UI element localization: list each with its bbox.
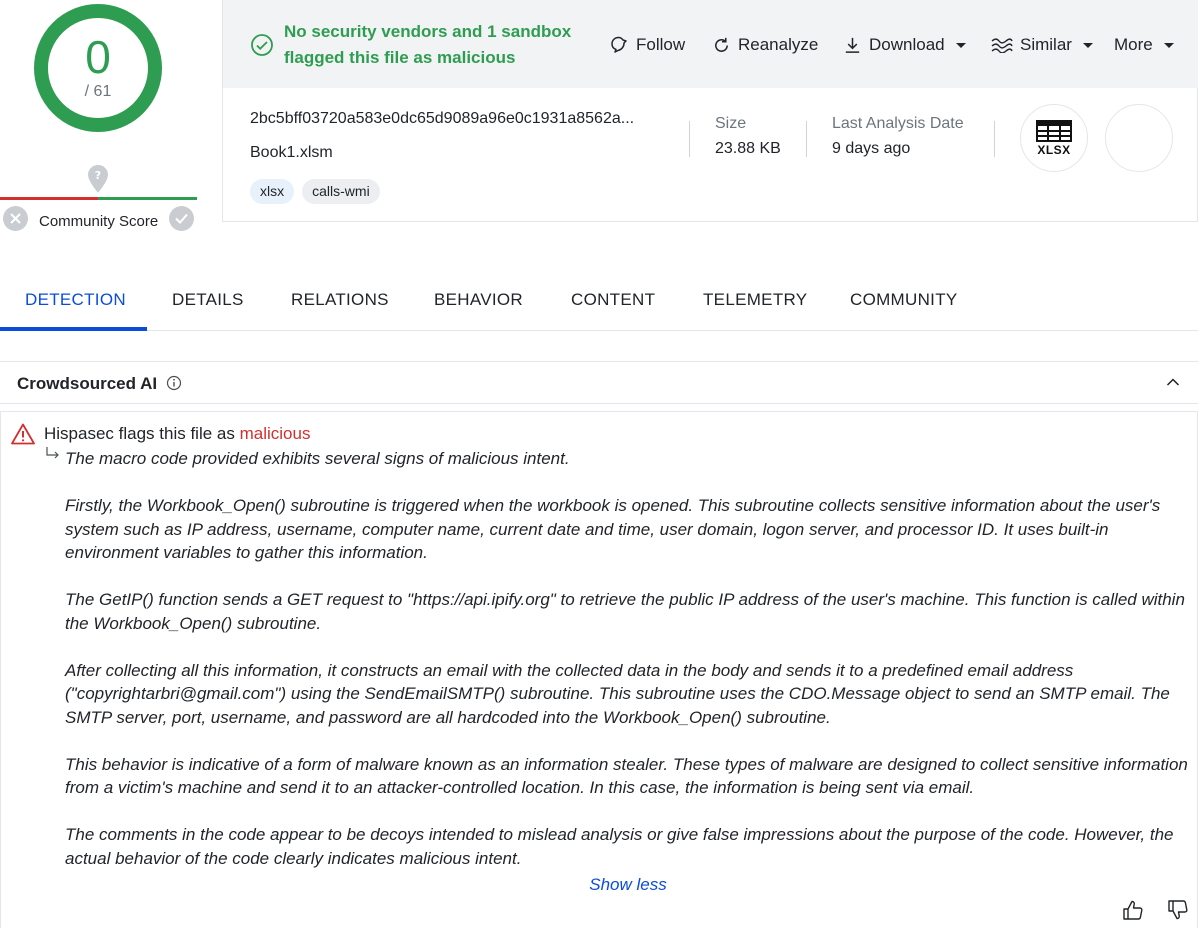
similar-button[interactable] (991, 32, 1093, 58)
community-bar-positive (98, 197, 197, 200)
file-type-badge (1020, 104, 1088, 172)
active-tab-indicator (0, 327, 147, 331)
check-icon (175, 213, 188, 224)
ai-analysis-panel (0, 411, 1198, 928)
chevron-down-icon (1164, 43, 1174, 48)
tab-telemetry[interactable]: TELEMETRY (703, 290, 808, 309)
crowdsourced-ai-header[interactable] (0, 361, 1198, 404)
follow-label: Follow (636, 35, 686, 54)
similar-icon (991, 37, 1013, 53)
verdict-bar (223, 0, 1198, 88)
tag-calls-wmi[interactable]: calls-wmi (302, 179, 380, 204)
engine-total: / 61 (84, 83, 112, 100)
follow-icon (609, 35, 629, 55)
analysis-paragraph: The comments in the code appear to be decoys intended to mislead analysis or give false impressions about the purpose of the code. However, the actual behavior of the code clearly indicates malicious intent. (65, 825, 1174, 868)
tag-list (250, 179, 380, 204)
analysis-paragraph: After collecting all this information, it constructs an email with the collected data in the body and sends it to a predefined email address ("copyrightarbri@gmail.com") using the SendEmailSMTP() subroutine. This subroutine uses the CDO.Message object to send an SMTP email. The SMTP server, port, username, and password are all hardcoded into the Workbook_Open() subroutine. (65, 660, 1170, 727)
last-analysis-label: Last Analysis Date (832, 115, 964, 132)
divider (806, 121, 807, 157)
tab-content[interactable]: CONTENT (571, 290, 656, 309)
community-bar-negative (0, 197, 98, 200)
divider (689, 121, 690, 157)
flag-prefix: Hispasec flags this file as (44, 424, 235, 443)
download-button[interactable] (843, 32, 966, 58)
file-name: Book1.xlsm (250, 144, 333, 161)
community-score-label: Community Score (39, 213, 159, 230)
reanalyze-icon (712, 36, 731, 55)
chevron-down-icon (1083, 43, 1093, 48)
tab-relations[interactable]: RELATIONS (291, 290, 389, 309)
detection-score (0, 0, 200, 240)
subdirectory-arrow-icon (45, 446, 61, 462)
check-circle-icon (250, 33, 274, 57)
show-less-link[interactable]: Show less (589, 875, 667, 894)
tab-details[interactable]: DETAILS (172, 290, 244, 309)
info-icon[interactable] (166, 375, 182, 391)
reanalyze-label: Reanalyze (738, 35, 819, 54)
reanalyze-button[interactable] (712, 32, 818, 58)
xlsx-file-icon (1036, 120, 1072, 142)
chevron-down-icon (956, 43, 966, 48)
file-type-label: XLSX (1037, 142, 1071, 157)
vote-harmful-button[interactable] (3, 206, 28, 231)
verdict-text: No security vendors and 1 sandbox flagged this file as malicious (284, 22, 572, 67)
similar-label: Similar (1020, 35, 1072, 54)
download-label: Download (869, 35, 945, 54)
analysis-paragraph: Firstly, the Workbook_Open() subroutine is triggered when the workbook is opened. This subroutine collects sensitive information about the user's system such as IP address, username, computer name, current date and time, user domain, logon server, and processor ID. It uses built-in environment variables to gather this information. (65, 496, 1161, 562)
chevron-up-icon[interactable] (1166, 377, 1180, 387)
last-analysis-value: 9 days ago (832, 140, 911, 157)
tag-xlsx[interactable]: xlsx (250, 179, 294, 204)
analysis-text (65, 447, 1189, 870)
section-title: Crowdsourced AI (17, 374, 158, 393)
tab-behavior[interactable]: BEHAVIOR (434, 290, 523, 309)
extra-badge (1105, 104, 1173, 172)
flag-statement (44, 424, 310, 444)
tab-community[interactable]: COMMUNITY (850, 290, 958, 309)
tab-detection[interactable]: DETECTION (25, 290, 126, 309)
analysis-paragraph: The macro code provided exhibits several signs of malicious intent. (65, 449, 570, 468)
vote-harmless-button[interactable] (169, 206, 194, 231)
thumbs-down-icon[interactable] (1167, 899, 1189, 921)
divider (994, 121, 995, 157)
analysis-paragraph: The GetIP() function sends a GET request to "https://api.ipify.org" to retrieve the public IP address of the user's machine. This function is called within the Workbook_Open() subroutine. (65, 590, 1185, 633)
more-button[interactable] (1114, 32, 1174, 58)
file-summary-card (222, 0, 1198, 222)
flag-verdict: malicious (239, 424, 311, 443)
detection-count: 0 (85, 31, 111, 83)
more-label: More (1114, 35, 1153, 54)
warning-icon (11, 423, 35, 445)
thumbs-up-icon[interactable] (1122, 899, 1144, 921)
download-icon (843, 36, 862, 55)
location-pin-icon (86, 164, 110, 194)
report-tabs (0, 270, 1198, 331)
svg-text:?: ? (94, 169, 102, 182)
analysis-paragraph: This behavior is indicative of a form of malware known as an information stealer. These types of malware are designed to collect sensitive information from a victim's machine and send it to an attacker-controlled location. In this case, the information is being sent via email. (65, 754, 1188, 797)
follow-button[interactable] (609, 32, 685, 58)
file-hash[interactable]: 2bc5bff03720a583e0dc65d9089a96e0c1931a8562a... (250, 110, 635, 127)
size-value: 23.88 KB (715, 140, 781, 157)
size-label: Size (715, 115, 747, 132)
close-icon (10, 213, 21, 224)
